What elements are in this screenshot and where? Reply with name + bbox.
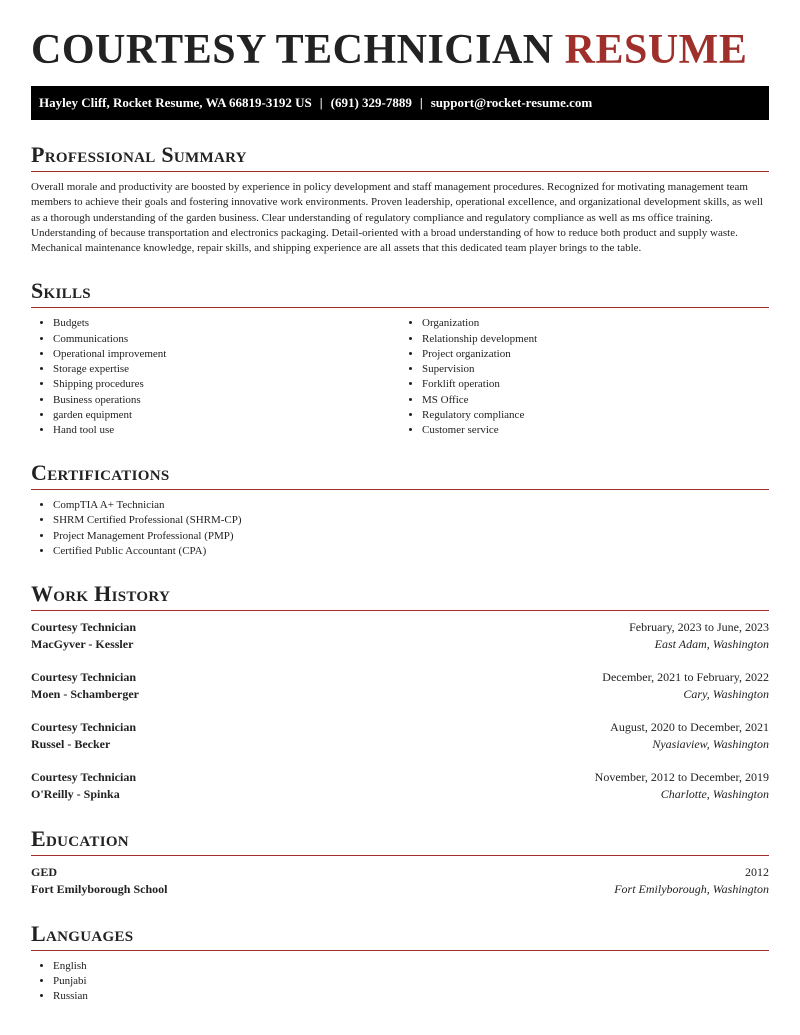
skill-item: • Business operations — [53, 393, 400, 408]
job-company: Moen - Schamberger — [31, 687, 139, 702]
job-entry — [31, 769, 769, 804]
title-accent: RESUME — [564, 27, 748, 73]
education-section — [31, 826, 769, 899]
job-location: East Adam, Washington — [654, 637, 769, 652]
summary-text: Overall morale and productivity are boosted by experience in policy development and staff management procedures. Recognized for motivating management team members to achieve their goals and fostering innovative work environments. Proven leadership, operational excellence, and organizational development skills, as well as a thorough understanding of the garden business. Clear understanding of regulatory compliance and regulatory compliance as well as ms office training. Understanding of because transportation and electronics packaging. Detail-oriented with a broad understanding of how to reduce both product and supply waste. Mechanical maintenance knowledge, repair skills, and shipping experience are all assets that this dedicated team player brings to the table. — [31, 181, 763, 255]
skill-item: • Forklift operation — [422, 377, 769, 392]
contact-address: Hayley Cliff, Rocket Resume, WA 66819-3192 US — [39, 95, 312, 110]
job-dates: December, 2021 to February, 2022 — [602, 669, 769, 684]
education-year: 2012 — [745, 864, 769, 879]
skill-item: • Budgets — [53, 316, 400, 331]
certification-item: • Project Management Professional (PMP) — [53, 529, 769, 544]
job-company-row — [31, 636, 769, 654]
contact-email[interactable]: support@rocket-resume.com — [430, 95, 593, 110]
job-location: Nyasiaview, Washington — [652, 737, 769, 752]
skill-item: • Storage expertise — [53, 362, 400, 377]
job-title: Courtesy Technician — [31, 669, 137, 684]
job-company-row — [31, 786, 769, 804]
resume-page — [31, 0, 769, 1005]
job-dates: November, 2012 to December, 2019 — [594, 769, 769, 784]
education-heading: Education — [31, 826, 769, 856]
languages-list — [31, 959, 769, 1005]
skills-list-right — [400, 316, 769, 438]
language-item: • English — [53, 959, 769, 974]
job-location: Charlotte, Washington — [660, 787, 769, 802]
skill-item: • Hand tool use — [53, 423, 400, 438]
languages-heading: Languages — [31, 921, 769, 951]
job-title: Courtesy Technician — [31, 769, 137, 784]
education-location: Fort Emilyborough, Washington — [614, 882, 769, 897]
summary-heading: Professional Summary — [31, 142, 769, 172]
job-title: Courtesy Technician — [31, 719, 137, 734]
skills-list-left — [31, 316, 400, 438]
resume-title — [31, 26, 769, 74]
certification-item: • SHRM Certified Professional (SHRM-CP) — [53, 513, 769, 528]
job-location: Cary, Washington — [683, 687, 769, 702]
skill-item: • MS Office — [422, 393, 769, 408]
education-school-row — [31, 881, 769, 899]
contact-phone: (691) 329-7889 — [330, 95, 412, 110]
job-header-row — [31, 719, 769, 737]
job-company: Russel - Becker — [31, 737, 111, 752]
job-entry — [31, 719, 769, 754]
skill-item: • garden equipment — [53, 408, 400, 423]
skill-item: • Regulatory compliance — [422, 408, 769, 423]
job-dates: February, 2023 to June, 2023 — [629, 619, 769, 634]
summary-section — [31, 142, 769, 256]
job-title: Courtesy Technician — [31, 619, 137, 634]
skills-heading: Skills — [31, 278, 769, 308]
contact-bar — [31, 86, 769, 120]
languages-section — [31, 921, 769, 1005]
work-history-section — [31, 581, 769, 804]
skill-item: • Communications — [53, 332, 400, 347]
work-history-heading: Work History — [31, 581, 769, 611]
skill-item: • Project organization — [422, 347, 769, 362]
job-company-row — [31, 686, 769, 704]
skill-item: • Supervision — [422, 362, 769, 377]
skill-item: • Customer service — [422, 423, 769, 438]
job-company: O'Reilly - Spinka — [31, 787, 120, 802]
title-main: COURTESY TECHNICIAN — [31, 27, 554, 73]
job-dates: August, 2020 to December, 2021 — [610, 719, 769, 734]
skill-item: • Organization — [422, 316, 769, 331]
skill-item: • Relationship development — [422, 332, 769, 347]
education-school: Fort Emilyborough School — [31, 882, 168, 897]
skills-grid — [31, 308, 769, 438]
job-entry — [31, 619, 769, 654]
job-header-row — [31, 619, 769, 637]
certifications-heading: Certifications — [31, 460, 769, 490]
certifications-section — [31, 460, 769, 559]
skills-section — [31, 278, 769, 438]
job-header-row — [31, 669, 769, 687]
contact-separator: | — [319, 95, 323, 110]
certifications-list — [31, 498, 769, 559]
education-entry — [31, 864, 769, 899]
certification-item: • CompTIA A+ Technician — [53, 498, 769, 513]
education-header-row — [31, 864, 769, 882]
skill-item: • Shipping procedures — [53, 377, 400, 392]
education-degree: GED — [31, 864, 58, 879]
certification-item: • Certified Public Accountant (CPA) — [53, 544, 769, 559]
skill-item: • Operational improvement — [53, 347, 400, 362]
language-item: • Punjabi — [53, 974, 769, 989]
contact-separator: | — [419, 95, 423, 110]
job-entry — [31, 669, 769, 704]
job-company-row — [31, 736, 769, 754]
language-item: • Russian — [53, 989, 769, 1004]
job-header-row — [31, 769, 769, 787]
job-company: MacGyver - Kessler — [31, 637, 134, 652]
